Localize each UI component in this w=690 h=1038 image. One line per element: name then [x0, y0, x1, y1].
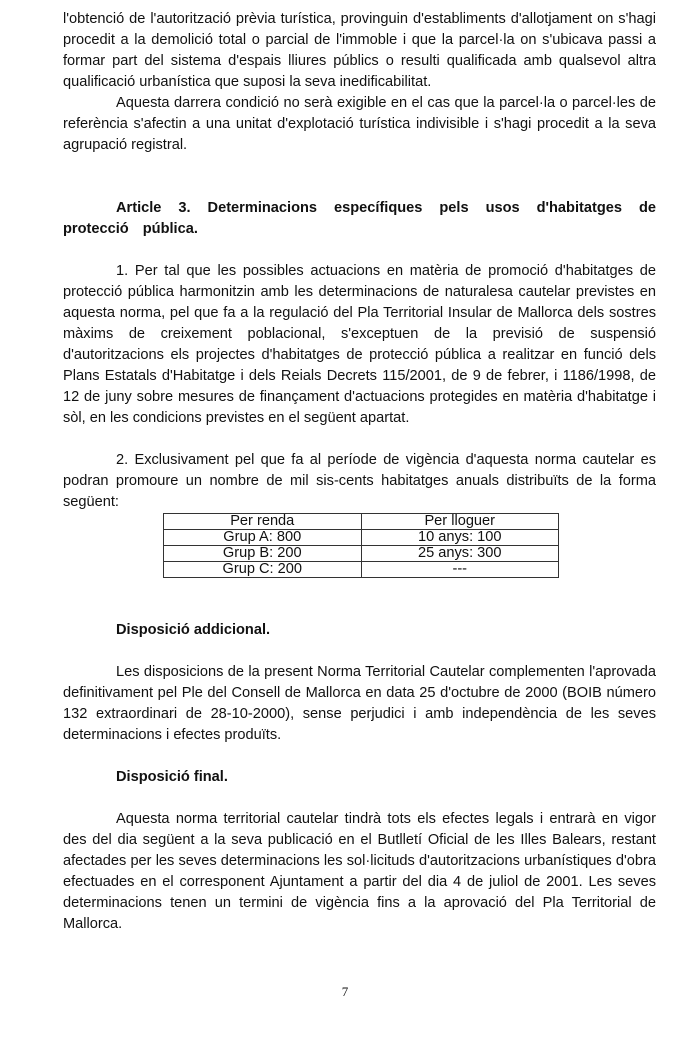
article-3-heading: Article 3. Determinacions específiques pels usos d'habitatges de protecció pública. — [63, 200, 656, 237]
spacer — [63, 156, 656, 198]
table-header-cell: Per lloguer — [361, 514, 559, 530]
document-page — [63, 9, 656, 935]
article-3-paragraph-1: 1. Per tal que les possibles actuacions en matèria de promoció d'habitatges de protecció pública harmonitzin amb les determinacions de naturalesa cautelar previstes en aquesta norma, pel que fa a la regulació del Pla Territorial Insular de Mallorca dels sostres màxims de creixement poblacional, s'exceptuen de la previsió de suspensió d'autoritzacions els projectes d'habitatges de protecció pública a realitzar en funció dels Plans Estatals d'Habitatge i dels Reials Decrets 115/2001, de 9 de febrer, i 1186/1998, de 12 de juny sobre mesures de finançament d'actuacions protegides en matèria d'habitatge i sòl, en les condicions previstes en el següent apartat. — [63, 263, 656, 426]
spacer — [63, 746, 656, 767]
spacer — [63, 578, 656, 620]
article-3-paragraph-2: 2. Exclusivament pel que fa al període de vigència d'aquesta norma cautelar es podran promoure un nombre de mil sis-cents habitatges anuals distribuïts de la forma següent: — [63, 452, 656, 510]
table-cell: Grup A: 800 — [164, 530, 362, 546]
table-header-row — [164, 514, 559, 530]
table-cell: --- — [361, 562, 559, 578]
page-number: 7 — [341, 984, 349, 999]
table-cell: 25 anys: 300 — [361, 546, 559, 562]
table-header-cell: Per renda — [164, 514, 362, 530]
disposicio-addicional-paragraph: Les disposicions de la present Norma Territorial Cautelar complementen l'aprovada definitivament pel Ple del Consell de Mallorca en data 25 d'octubre de 2000 (BOIB número 132 extraordinari de 28-10-2000), sense perjudici i amb independència de les seves determinacions i efectes produïts. — [63, 664, 656, 743]
disposicio-final-paragraph: Aquesta norma territorial cautelar tindrà tots els efectes legals i entrarà en vigor des del dia següent a la seva publicació en el Butlletí Oficial de les Illes Balears, restant afectades per les seves determinacions les sol·licituds d'autoritzacions urbanístiques d'obra efectuades en el corresponent Ajuntament a partir del dia 4 de juliol de 2001. Les seves determinacions tenen un termini de vigència fins a la aprovació del Pla Territorial de Mallorca. — [63, 811, 656, 932]
spacer — [63, 641, 656, 662]
table-row — [164, 562, 559, 578]
housing-distribution-table — [163, 513, 559, 578]
condition-paragraph: Aquesta darrera condició no serà exigible en el cas que la parcel·la o parcel·les de referència s'afectin a una unitat d'explotació turística indivisible i s'hagi procedit a la seva agrupació registral. — [63, 95, 656, 153]
disposicio-addicional-heading: Disposició addicional. — [116, 622, 271, 638]
table-cell: Grup B: 200 — [164, 546, 362, 562]
table-row — [164, 530, 559, 546]
spacer — [63, 788, 656, 809]
table-cell: Grup C: 200 — [164, 562, 362, 578]
table-cell: 10 anys: 100 — [361, 530, 559, 546]
spacer — [63, 240, 656, 261]
spacer — [63, 429, 656, 450]
table-row — [164, 546, 559, 562]
disposicio-final-heading: Disposició final. — [116, 769, 228, 785]
continuation-paragraph: l'obtenció de l'autorització prèvia turística, provinguin d'establiments d'allotjament on s'hagi procedit a la demolició total o parcial de l'immoble i que la parcel·la on s'ubicava passi a formar part del sistema d'espais lliures públics o resulti qualificada amb qualsevol altra qualificació urbanística que suposi la seva inedificabilitat. — [63, 11, 656, 90]
